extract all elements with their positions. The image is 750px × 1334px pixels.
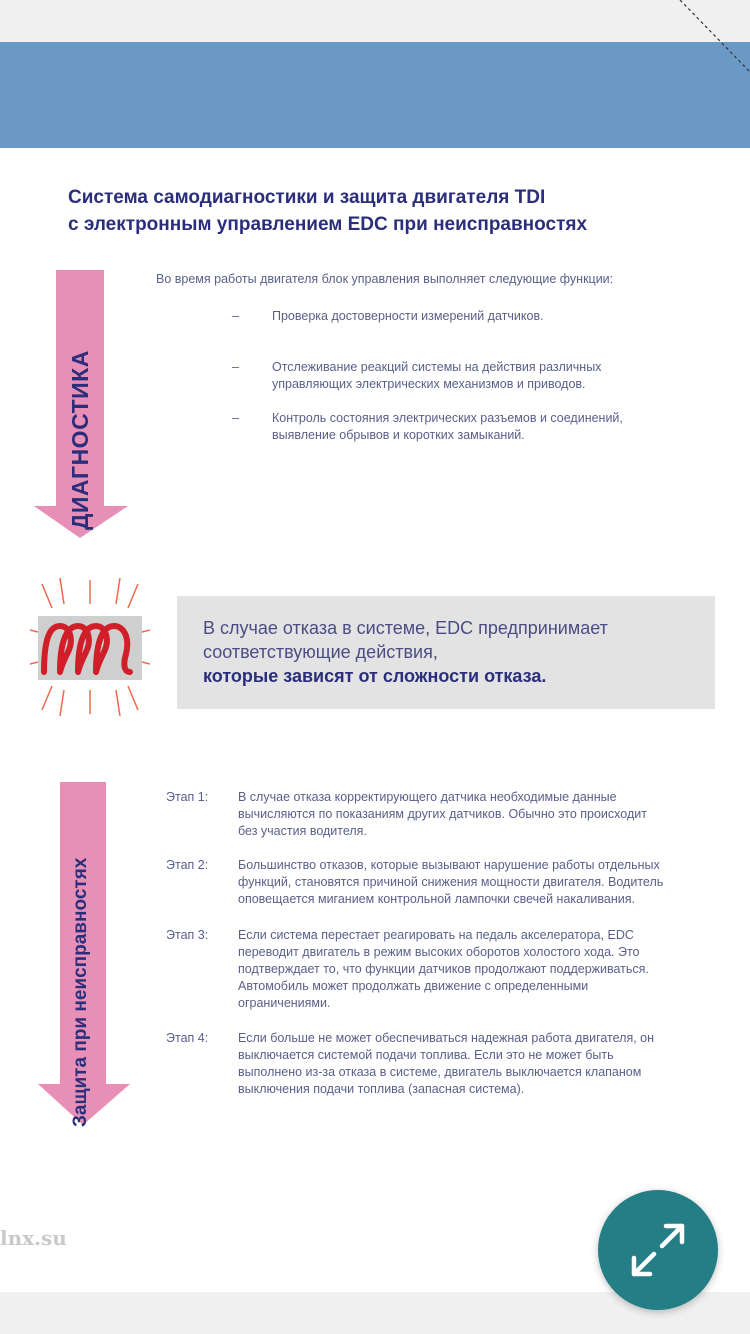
- page-title: [68, 184, 708, 238]
- notice-line-1: В случае отказа в системе, EDC предпринимает: [203, 618, 608, 638]
- stage-label: Этап 1:: [166, 790, 209, 804]
- expand-arrows-icon: [628, 1220, 688, 1280]
- title-line-2: с электронным управлением EDC при неисправностях: [68, 214, 588, 235]
- document-page: [0, 42, 750, 1292]
- title-line-1: Система самодиагностики и защита двигателя TDI: [68, 187, 546, 208]
- notice-line-2: соответствующие действия,: [203, 642, 438, 662]
- stage-text: Большинство отказов, которые вызывают нарушение работы отдельных функций, становятся причиной снижения мощности двигателя. Водитель оповещается миганием контрольной лампочки свечей накаливания.: [238, 858, 664, 906]
- failure-notice-box: [177, 596, 715, 709]
- diagnostics-label: ДИАГНОСТИКА: [67, 350, 93, 530]
- notice-bold-line: которые зависят от сложности отказа.: [203, 666, 547, 686]
- expand-button[interactable]: [598, 1190, 718, 1310]
- bullet-text: Проверка достоверности измерений датчиков.: [272, 309, 544, 323]
- stage-label: Этап 4:: [166, 1031, 209, 1045]
- stage-text: Если система перестает реагировать на педаль акселератора, EDC переводит двигатель в режим высоких оборотов холостого хода. Это подтверждает то, что функции датчиков продолжают поддерживаться. Автомобиль может продолжать движение с определенными ограничениями.: [238, 928, 649, 1010]
- stage-label: Этап 2:: [166, 858, 209, 872]
- bullet-text: Отслеживание реакций системы на действия различных управляющих электрических механизмов и приводов.: [272, 360, 602, 391]
- bullet-dash: –: [232, 411, 239, 425]
- header-band: [0, 42, 750, 148]
- stage-text: В случае отказа корректирующего датчика необходимые данные вычисляются по показаниям других датчиков. Обычно это происходит без участия водителя.: [238, 790, 647, 838]
- bullet-text: Контроль состояния электрических разъемов и соединений, выявление обрывов и коротких замыканий.: [272, 411, 623, 442]
- intro-text: Во время работы двигателя блок управления выполняет следующие функции:: [156, 272, 614, 286]
- bullet-dash: –: [232, 309, 239, 323]
- stage-label: Этап 3:: [166, 928, 209, 942]
- protection-label: Защита при неисправностях: [70, 857, 91, 1127]
- glow-plug-coil-icon: [30, 578, 150, 716]
- stage-text: Если больше не может обеспечиваться надежная работа двигателя, он выключается системой подачи топлива. Если это не может быть выполнено из-за отказа в системе, двигатель выключается клапаном выключения подачи топлива (запасная система).: [238, 1031, 655, 1096]
- watermark: lnx.su: [0, 1226, 67, 1250]
- bullet-dash: –: [232, 360, 239, 374]
